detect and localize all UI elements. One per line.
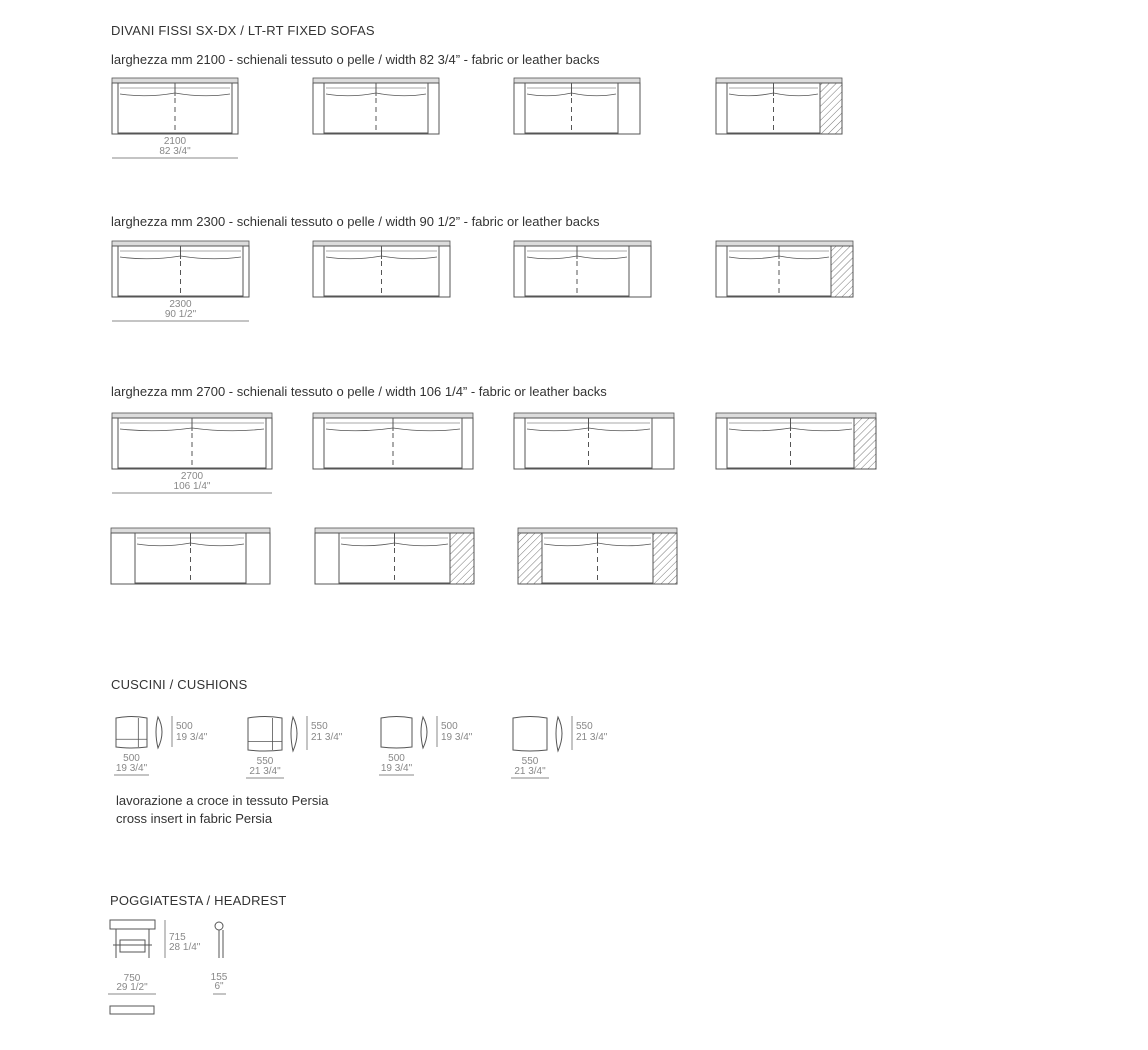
hatched-arm-right — [854, 418, 876, 469]
height-mm-label: 550 — [576, 721, 593, 732]
sofa-plan — [514, 78, 640, 134]
headrest-title: POGGIATESTA / HEADREST — [110, 893, 287, 908]
sofa-plan — [514, 241, 651, 297]
sofa-plan — [716, 78, 842, 134]
sofa-plan — [112, 413, 272, 469]
height-in-label: 19 3/4" — [176, 732, 208, 743]
sofa-back — [112, 78, 238, 83]
headrest-side-post — [219, 930, 223, 958]
hatched-arm-right — [820, 83, 842, 134]
sofa-back — [313, 413, 473, 418]
headrest-bracket — [120, 940, 145, 952]
sofa-back — [716, 241, 853, 246]
cushion-note-it: lavorazione a croce in tessuto Persia — [116, 793, 329, 808]
cushion-item — [379, 716, 473, 775]
width-mm-label: 2100 — [163, 136, 187, 147]
width-in-label: 21 3/4" — [249, 766, 281, 777]
sofa-plan — [514, 413, 674, 469]
sofa-outline — [514, 246, 651, 297]
sofa-plan — [112, 78, 238, 134]
sofa-plan — [313, 241, 450, 297]
cushion-item — [114, 716, 208, 775]
hatched-arm-left — [518, 533, 542, 584]
sofa-plan — [112, 241, 249, 297]
cushion-profile — [556, 717, 562, 751]
cushion-item — [246, 716, 343, 778]
cushion-note-en: cross insert in fabric Persia — [116, 811, 273, 826]
group-caption-2100: larghezza mm 2100 - schienali tessuto o pelle / width 82 3/4” - fabric or leather backs — [111, 52, 600, 67]
cushions-title: CUSCINI / CUSHIONS — [111, 677, 248, 692]
height-in-label: 28 1/4" — [169, 942, 201, 953]
headrest-side-pad — [215, 922, 223, 930]
sofa-back — [518, 528, 677, 533]
sofa-back — [514, 78, 640, 83]
width-in-label: 90 1/2" — [164, 309, 197, 320]
width-mm-label: 550 — [521, 756, 539, 767]
sofa-back — [514, 413, 674, 418]
width-mm-label: 2300 — [169, 299, 192, 310]
sofa-back — [514, 241, 651, 246]
sofa-outline — [514, 83, 640, 134]
sofa-back — [111, 528, 270, 533]
cushion-profile — [156, 717, 162, 748]
width-in-label: 82 3/4" — [159, 146, 191, 157]
width-in-label: 29 1/2" — [116, 982, 148, 993]
width-mm-label: 750 — [123, 973, 141, 984]
width-in-label: 106 1/4" — [173, 481, 211, 492]
height-in-label: 21 3/4" — [576, 732, 608, 743]
group-caption-2300: larghezza mm 2300 - schienali tessuto o pelle / width 90 1/2” - fabric or leather backs — [111, 214, 600, 229]
group-caption-2700: larghezza mm 2700 - schienali tessuto o pelle / width 106 1/4” - fabric or leather backs — [111, 384, 607, 399]
height-in-label: 19 3/4" — [441, 732, 473, 743]
sofa-back — [315, 528, 474, 533]
sofa-outline — [514, 418, 674, 469]
height-mm-label: 500 — [441, 721, 458, 732]
cushion-front — [248, 717, 282, 752]
width-in-label: 19 3/4" — [380, 763, 413, 774]
sofa-back — [112, 413, 272, 418]
width-in-label: 21 3/4" — [514, 766, 546, 777]
headrest-plan — [110, 1006, 154, 1014]
width-mm-label: 2700 — [180, 471, 204, 482]
height-mm-label: 550 — [311, 721, 328, 732]
sofa-plan — [111, 528, 270, 584]
width-in-label: 19 3/4" — [115, 763, 148, 774]
sofa-back — [716, 78, 842, 83]
sofa-plan — [716, 241, 853, 297]
hatched-arm-right — [653, 533, 677, 584]
sofa-outline — [716, 418, 876, 469]
height-in-label: 21 3/4" — [311, 732, 343, 743]
sofa-plan — [313, 413, 473, 469]
sofa-back — [716, 413, 876, 418]
depth-mm-label: 155 — [210, 972, 228, 983]
sofa-plan — [315, 528, 474, 584]
width-mm-label: 500 — [123, 753, 140, 764]
hatched-arm-right — [450, 533, 474, 584]
width-mm-label: 550 — [256, 756, 274, 767]
depth-in-label: 6" — [214, 981, 224, 992]
height-mm-label: 500 — [176, 721, 193, 732]
height-mm-label: 715 — [169, 932, 186, 943]
cushion-front — [513, 717, 547, 752]
hatched-arm-right — [831, 246, 853, 297]
sofa-back — [313, 78, 439, 83]
sofa-plan — [518, 528, 677, 584]
cushion-item — [511, 716, 608, 778]
width-mm-label: 500 — [388, 753, 405, 764]
sofa-back — [313, 241, 450, 246]
cushion-front — [116, 717, 147, 749]
cushion-profile — [291, 717, 297, 751]
fixed-sofas-title: DIVANI FISSI SX-DX / LT-RT FIXED SOFAS — [111, 23, 375, 38]
sofa-back — [112, 241, 249, 246]
headrest-pad — [110, 920, 155, 929]
cushion-profile — [421, 717, 427, 748]
cushion-front — [381, 717, 412, 749]
sofa-plan — [716, 413, 876, 469]
sofa-plan — [313, 78, 439, 134]
